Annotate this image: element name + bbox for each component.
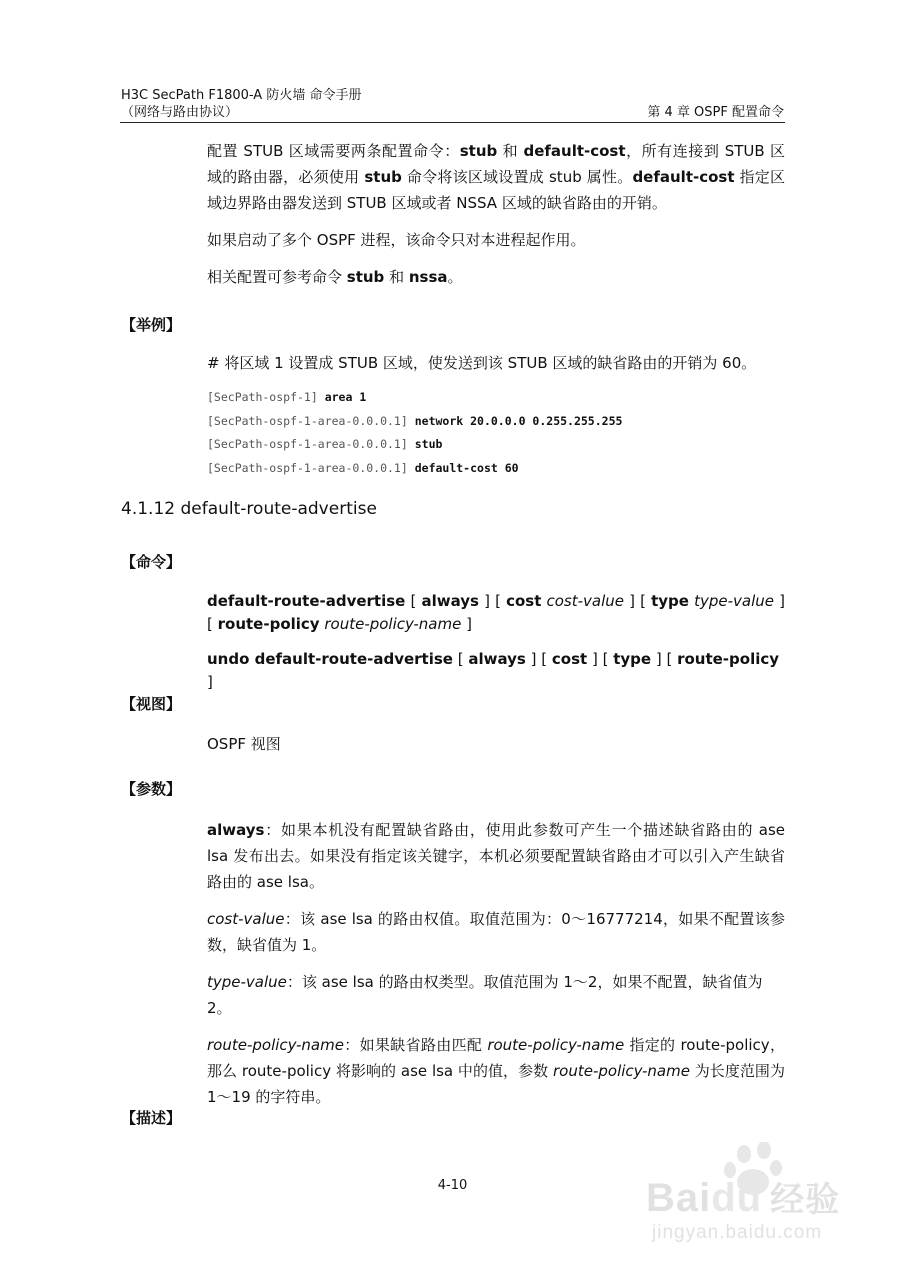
params-block — [207, 817, 785, 1110]
baidu-watermark — [640, 1142, 880, 1252]
command-heading: 【命令】 — [121, 553, 182, 571]
command-syntax-line-2: [ route-policy route-policy-name ] — [207, 615, 472, 633]
command-syntax-line-1: default-route-advertise [ always ] [ cost cost-value ] [ type type-value ] — [207, 592, 785, 610]
view-heading: 【视图】 — [121, 695, 182, 713]
section-heading: 4.1.12 default-route-advertise — [121, 499, 377, 519]
header-divider — [120, 122, 785, 123]
header-title: H3C SecPath F1800-A 防火墙 命令手册 — [121, 88, 362, 103]
example-heading: 【举例】 — [121, 316, 182, 334]
example-code-line-1: [SecPath-ospf-1] area 1 — [207, 390, 367, 404]
page-number: 4-10 — [437, 1178, 468, 1193]
watermark-url: jingyan.baidu.com — [652, 1222, 823, 1243]
example-code-line-4: [SecPath-ospf-1-area-0.0.0.1] default-cost 60 — [207, 461, 519, 475]
header-subtitle: （网络与路由协议） — [121, 105, 239, 120]
example-code-line-2: [SecPath-ospf-1-area-0.0.0.1] network 20.0.0.0 0.255.255.255 — [207, 414, 623, 428]
watermark-brand: Baidu 经验 — [646, 1176, 841, 1220]
header-chapter: 第 4 章 OSPF 配置命令 — [647, 105, 784, 120]
param-always: always：如果本机没有配置缺省路由，使用此参数可产生一个描述缺省路由的 ase lsa 发布出去。如果没有指定该关键字，本机必须要配置缺省路由才可以引入产生缺省路由的 ase lsa。 — [207, 821, 785, 891]
params-heading: 【参数】 — [121, 780, 182, 798]
intro-paragraph-3: 相关配置可参考命令 stub 和 nssa。 — [207, 268, 463, 286]
param-cost-value: cost-value：该 ase lsa 的路由权值。取值范围为：0～16777214，如果不配置该参数，缺省值为 1。 — [207, 910, 785, 954]
intro-paragraph-2: 如果启动了多个 OSPF 进程，该命令只对本进程起作用。 — [207, 231, 586, 249]
view-text: OSPF 视图 — [207, 735, 281, 753]
desc-heading: 【描述】 — [121, 1109, 182, 1127]
example-code-line-3: [SecPath-ospf-1-area-0.0.0.1] stub — [207, 437, 443, 451]
intro-paragraph-1: 配置 STUB 区域需要两条配置命令：stub 和 default-cost，所有连接到 STUB 区域的路由器，必须使用 stub 命令将该区域设置成 stub 属性。default-cost 指定区域边界路由器发送到 STUB 区域或者 NSSA 区域的缺省路由的开销。 — [207, 142, 785, 212]
intro-block — [207, 138, 785, 290]
command-syntax — [207, 590, 785, 694]
param-type-value: type-value：该 ase lsa 的路由权类型。取值范围为 1～2，如果不配置，缺省值为 2。 — [207, 973, 763, 1017]
param-route-policy-name: route-policy-name：如果缺省路由匹配 route-policy-name 指定的 route-policy，那么 route-policy 将影响的 ase lsa 中的值，参数 route-policy-name 为长度范围为 1～19 的字符串。 — [207, 1036, 785, 1106]
example-comment: # 将区域 1 设置成 STUB 区域，使发送到该 STUB 区域的缺省路由的开销为 60。 — [207, 354, 757, 372]
command-undo-syntax: undo default-route-advertise [ always ] [ cost ] [ type ] [ route-policy ] — [207, 650, 780, 691]
